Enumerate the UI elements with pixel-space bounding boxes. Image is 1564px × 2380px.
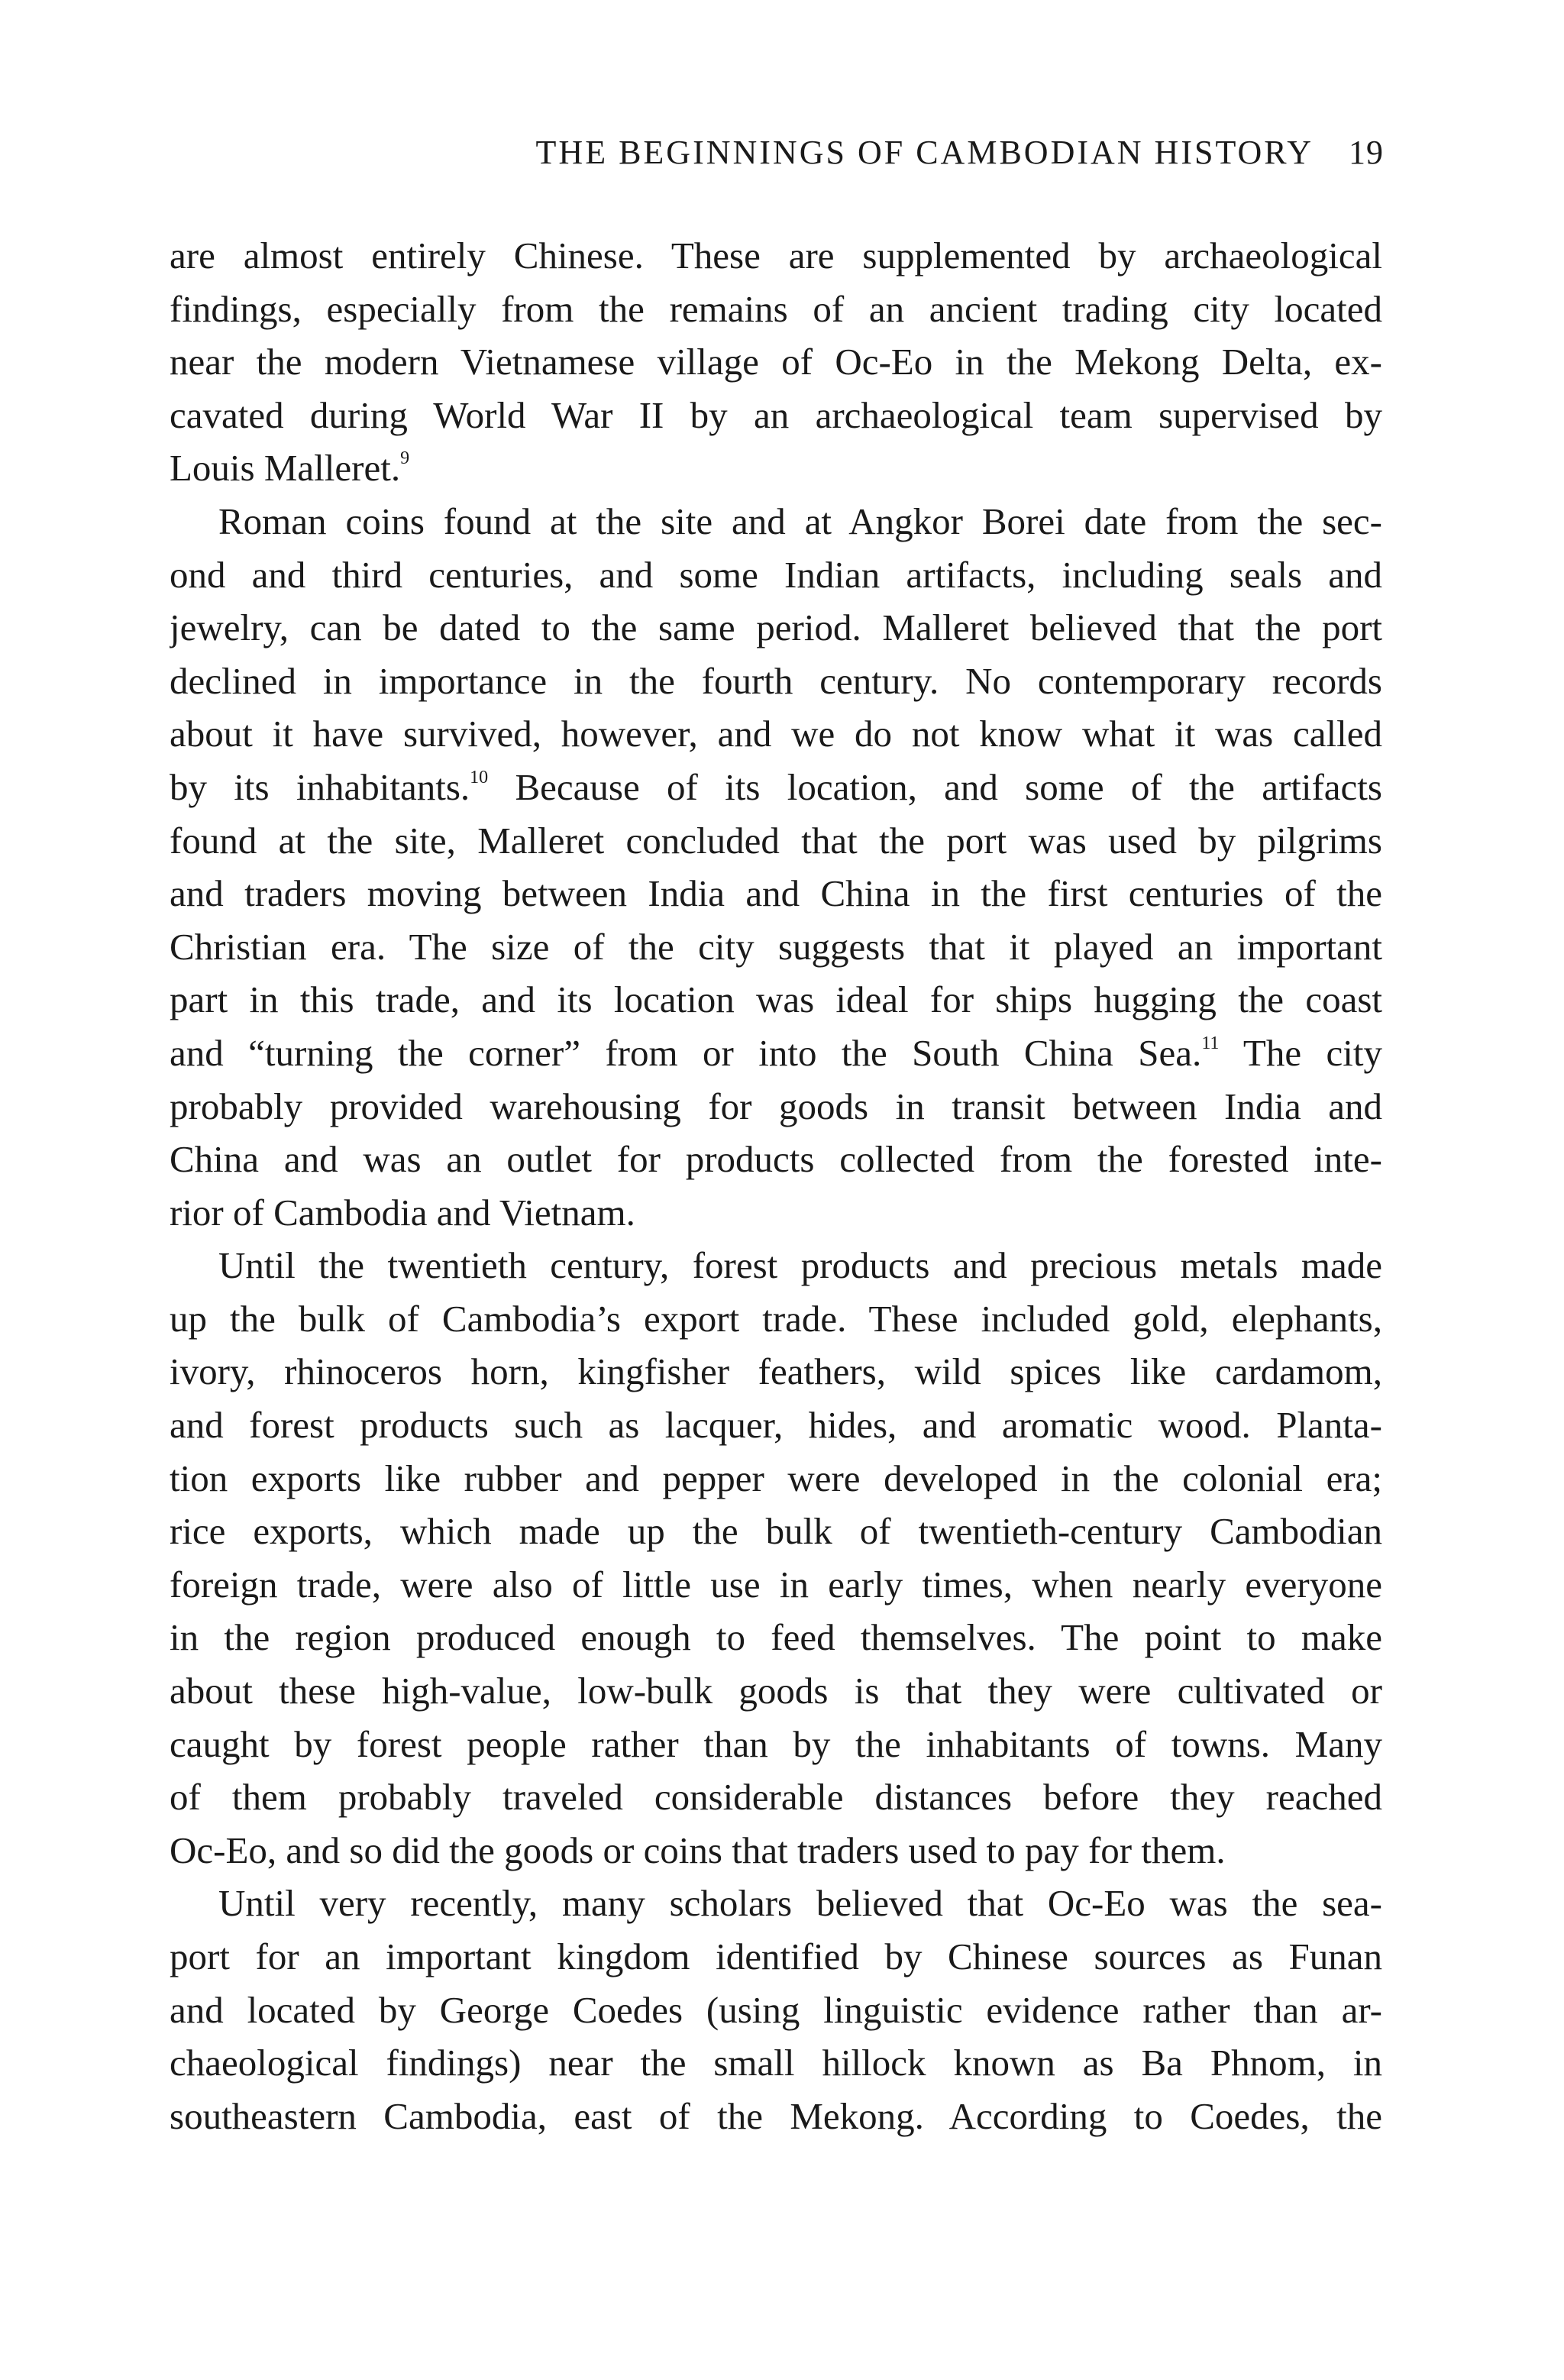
- text-line: foreign trade, were also of little use in early times, when nearly everyone: [170, 1563, 1382, 1606]
- text-line: China and was an outlet for products collected from the forested inte-: [170, 1138, 1382, 1181]
- text-line: and “turning the corner” from or into the South China Sea.$^{11}$ The city: [170, 1031, 1382, 1074]
- text-line: about these high-value, low-bulk goods is that they were cultivated or: [170, 1670, 1382, 1712]
- footnote-marker[interactable]: 10: [470, 767, 489, 787]
- running-head: [321, 131, 1384, 174]
- text-line: by its inhabitants.$^{10}$ Because of its location, and some of the artifacts: [170, 765, 1382, 808]
- text-line: near the modern Vietnamese village of Oc-Eo in the Mekong Delta, ex-: [170, 341, 1382, 383]
- text-line: and forest products such as lacquer, hides, and aromatic wood. Planta-: [170, 1404, 1382, 1447]
- text-line: declined in importance in the fourth century. No contemporary records: [170, 659, 1382, 702]
- text-line: Until very recently, many scholars believed that Oc-Eo was the sea-: [218, 1882, 1382, 1925]
- text-line: port for an important kingdom identified by Chinese sources as Funan: [170, 1935, 1382, 1977]
- footnote-marker[interactable]: 9: [400, 448, 410, 469]
- text-line: Roman coins found at the site and at Angkor Borei date from the sec-: [218, 500, 1382, 542]
- text-line: part in this trade, and its location was ideal for ships hugging the coast: [170, 978, 1382, 1021]
- text-line: cavated during World War II by an archaeological team supervised by: [170, 393, 1382, 436]
- text-line: rior of Cambodia and Vietnam.: [170, 1191, 635, 1234]
- body-text: [170, 229, 1382, 2142]
- text-line: up the bulk of Cambodia’s export trade. These included gold, elephants,: [170, 1297, 1382, 1340]
- text-line: rice exports, which made up the bulk of twentieth-century Cambodian: [170, 1510, 1382, 1553]
- footnote-marker[interactable]: 11: [1201, 1033, 1220, 1053]
- text-line: probably provided warehousing for goods in transit between India and: [170, 1085, 1382, 1127]
- text-line: ivory, rhinoceros horn, kingfisher feathers, wild spices like cardamom,: [170, 1350, 1382, 1393]
- text-line: and traders moving between India and China in the first centuries of the: [170, 872, 1382, 915]
- text-line: southeastern Cambodia, east of the Mekong. According to Coedes, the: [170, 2094, 1382, 2137]
- text-line: jewelry, can be dated to the same period. Malleret believed that the port: [170, 606, 1382, 649]
- text-line: found at the site, Malleret concluded that the port was used by pilgrims: [170, 819, 1382, 862]
- text-line: are almost entirely Chinese. These are supplemented by archaeological: [170, 234, 1382, 276]
- text-line: and located by George Coedes (using linguistic evidence rather than ar-: [170, 1988, 1382, 2031]
- text-line: of them probably traveled considerable distances before they reached: [170, 1776, 1382, 1819]
- text-line: chaeological findings) near the small hillock known as Ba Phnom, in: [170, 2042, 1382, 2084]
- text-line: caught by forest people rather than by the inhabitants of towns. Many: [170, 1722, 1382, 1765]
- text-line: in the region produced enough to feed themselves. The point to make: [170, 1616, 1382, 1659]
- text-line: ond and third centuries, and some Indian artifacts, including seals and: [170, 553, 1382, 596]
- text-line: Louis Malleret.$^9$: [170, 447, 410, 490]
- page-number: 19: [1349, 134, 1384, 171]
- text-line: tion exports like rubber and pepper were developed in the colonial era;: [170, 1457, 1382, 1499]
- text-line: findings, especially from the remains of an ancient trading city located: [170, 287, 1382, 330]
- text-line: Oc-Eo, and so did the goods or coins that traders used to pay for them.: [170, 1829, 1226, 1871]
- running-head-title: THE BEGINNINGS OF CAMBODIAN HISTORY: [535, 134, 1314, 171]
- text-line: Until the twentieth century, forest products and precious metals made: [218, 1244, 1382, 1287]
- text-line: Christian era. The size of the city suggests that it played an important: [170, 925, 1382, 968]
- text-line: about it have survived, however, and we do not know what it was called: [170, 713, 1382, 755]
